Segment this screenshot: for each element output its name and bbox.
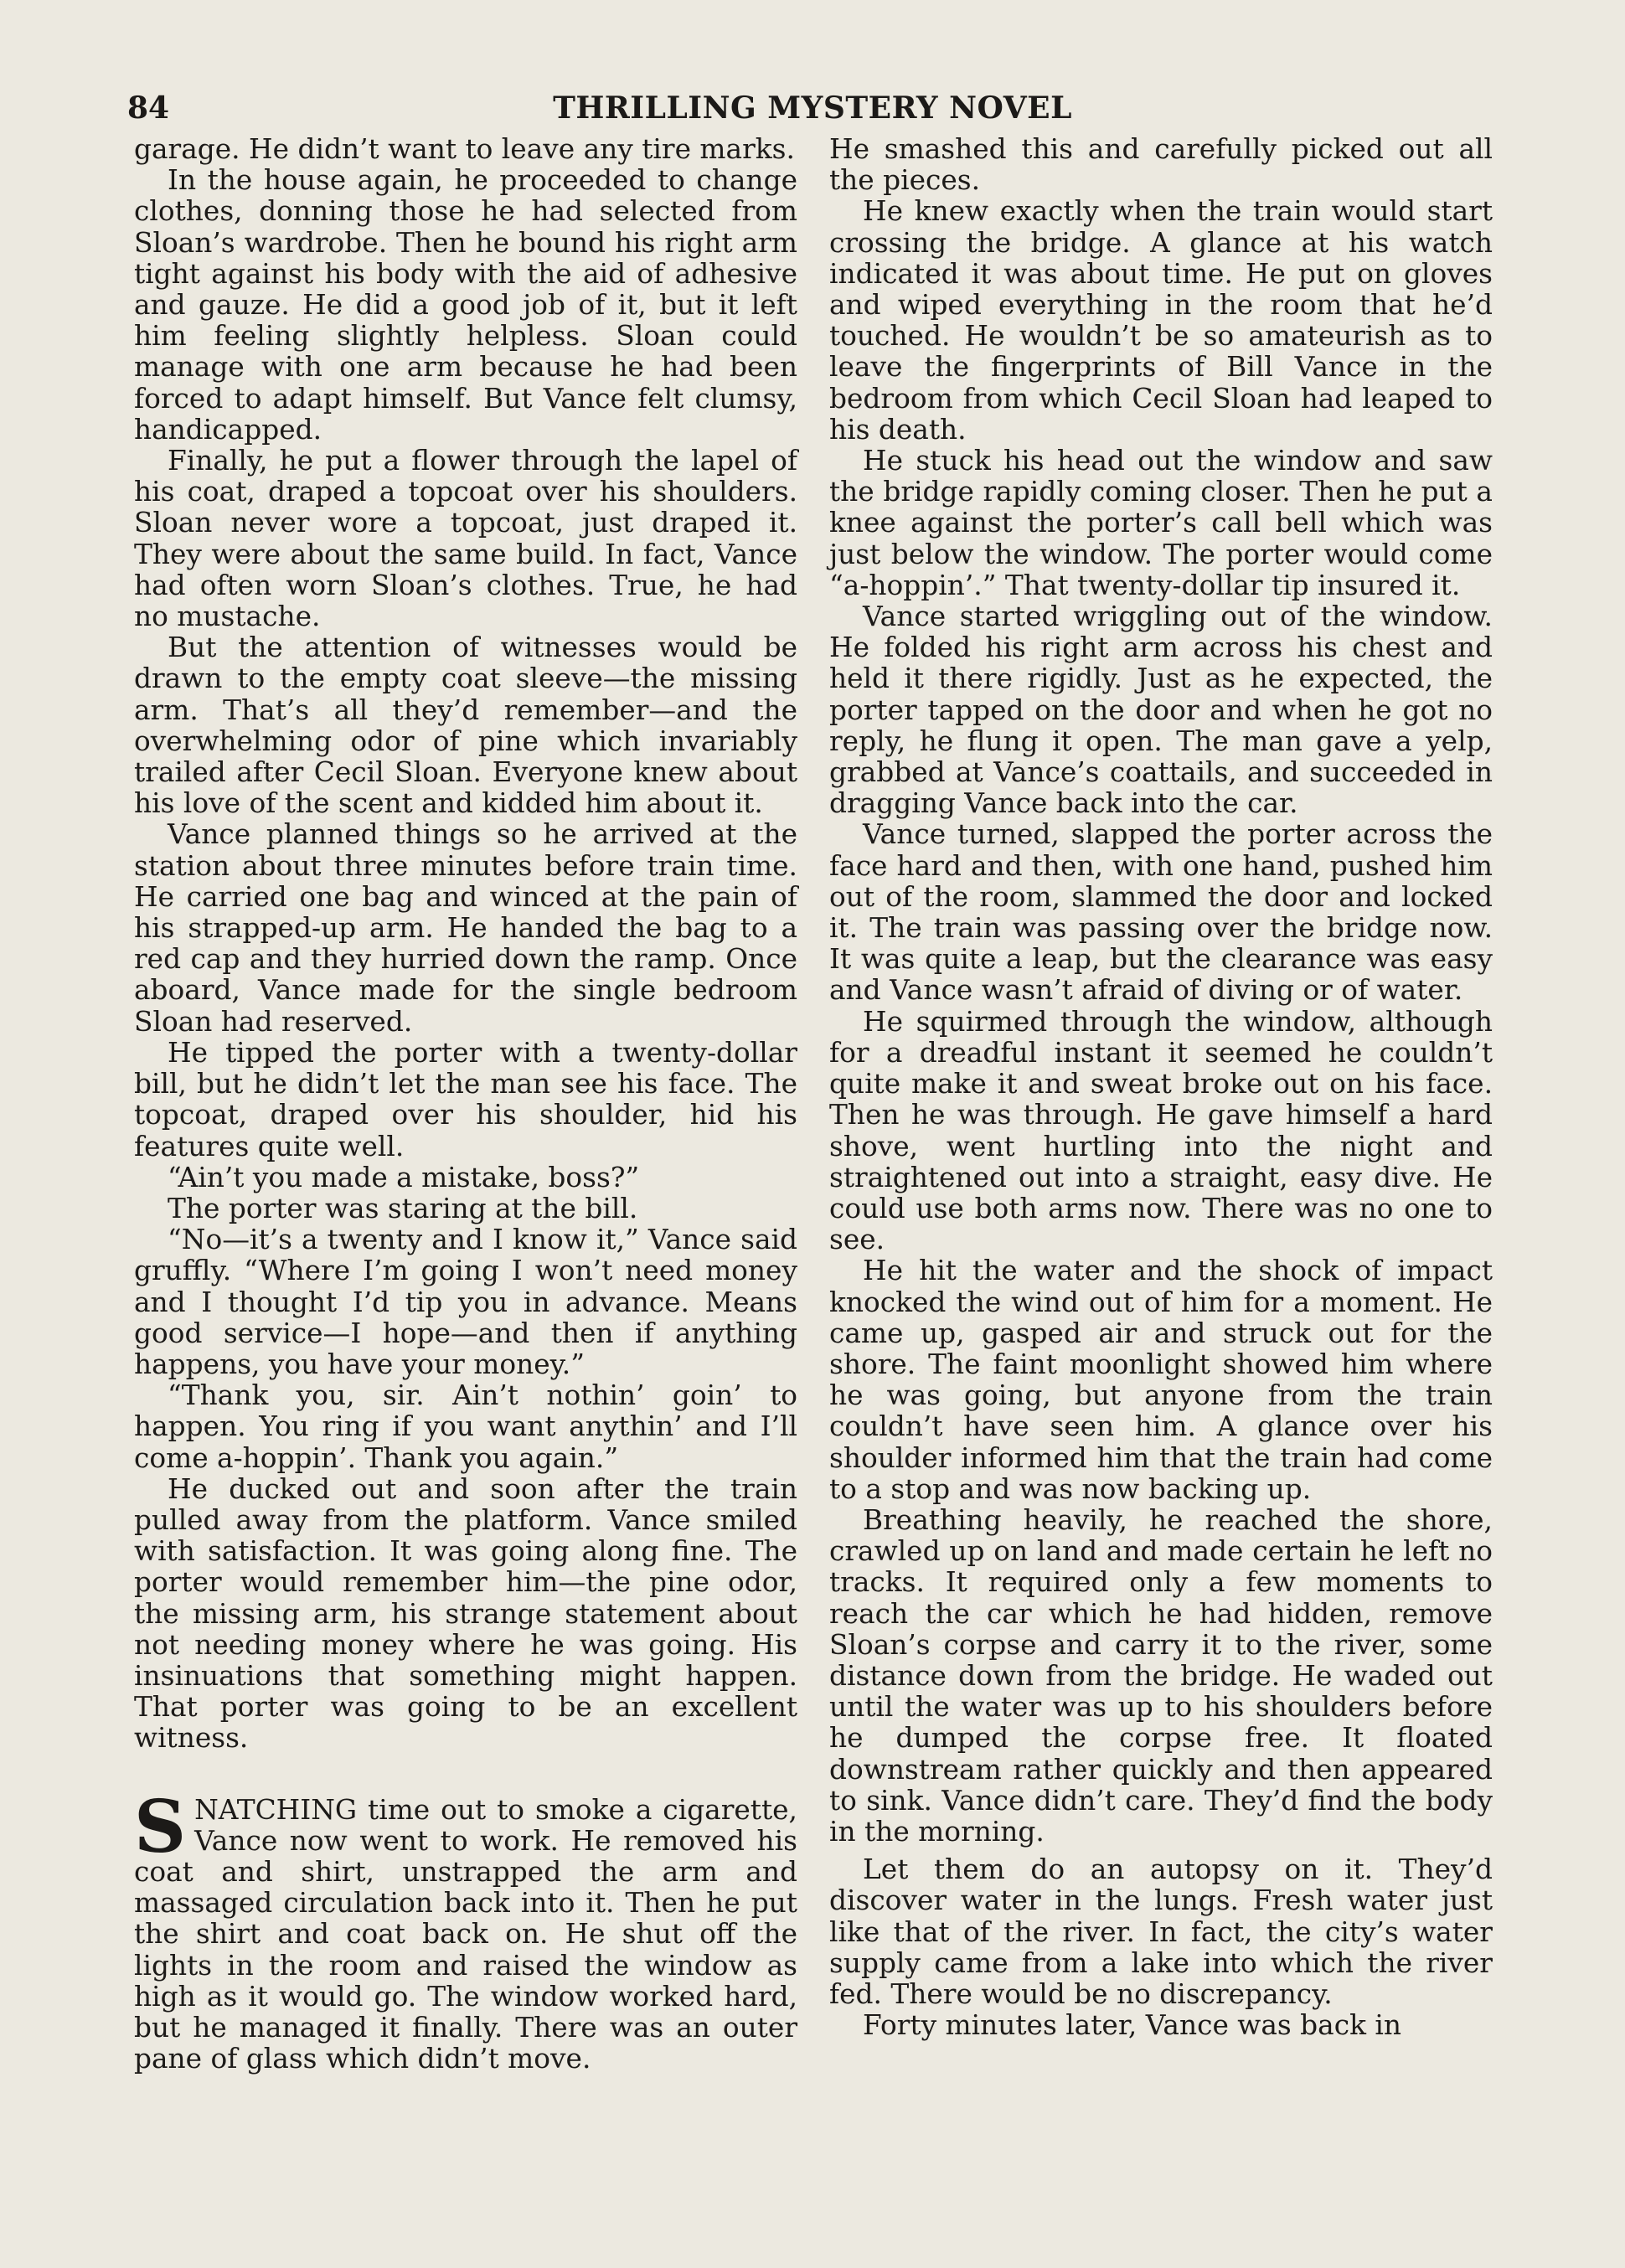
- paragraph: garage. He didn’t want to leave any tire marks.: [134, 133, 795, 165]
- section-text: NATCHING time out to smoke a cigarette, Vance now went to work. He removed his coat and shirt, unstrapped the arm and massaged circulation back into it. Then he put the shirt and coat back on. He shut off the lights in the room and raised the window as high as it would go. The window worked hard, but he managed it finally. There was an outer pane of glass which didn’t move.: [134, 1793, 797, 2075]
- paragraph: He stuck his head out the window and saw the bridge rapidly coming closer. Then he put a knee against the porter’s call bell which was just below the window. The porter would come “a-hoppin’.” That twenty-dollar tip insured it.: [829, 445, 1493, 601]
- paragraph: “Ain’t you made a mistake, boss?”: [168, 1161, 640, 1193]
- paragraph: The porter was staring at the bill.: [168, 1192, 638, 1224]
- paragraph: He tipped the porter with a twenty-dollar bill, but he didn’t let the man see his face. The topcoat, draped over his shoulder, hid his features quite well.: [134, 1036, 797, 1162]
- paragraph: Vance started wriggling out of the window. He folded his right arm across his chest and held it there rigidly. Just as he expected, the porter tapped on the door and when he got no reply, he flung it open. The man gave a yelp, grabbed at Vance’s coattails, and succeeded in dragging Vance back into the car.: [829, 601, 1493, 820]
- paragraph: He smashed this and carefully picked out all the pieces.: [829, 133, 1493, 197]
- right-column: [829, 134, 1493, 2041]
- page-number: 84: [127, 90, 170, 126]
- paragraph: Vance planned things so he arrived at the station about three minutes before train time. He carried one bag and winced at the pain of his strapped-up arm. He handed the bag to a red cap and they hurried down the ramp. Once aboard, Vance made for the single bedroom Sloan had reserved.: [134, 818, 797, 1038]
- running-head: THRILLING MYSTERY NOVEL: [553, 90, 1072, 126]
- paragraph: But the attention of witnesses would be drawn to the empty coat sleeve—the missing arm. That’s all they’d remember—and the overwhelming odor of pine which invariably trailed after Cecil Sloan. Everyone knew about his love of the scent and kidded him about it.: [134, 631, 797, 820]
- section-opening-paragraph: [134, 1784, 797, 2075]
- paragraph: Breathing heavily, he reached the shore, crawled up on land and made certain he left no tracks. It required only a few moments to reach the car which he had hidden, remove Sloan’s corpse and carry it to the river, some distance down from the bridge. He waded out until the water was up to his shoulders before he dumped the corpse free. It floated downstream rather quickly and then appeared to sink. Vance didn’t care. They’d find the body in the morning.: [829, 1503, 1493, 1848]
- paragraph: Let them do an autopsy on it. They’d discover water in the lungs. Fresh water just like that of the river. In fact, the city’s water supply came from a lake into which the river fed. There would be no discrepancy.: [829, 1853, 1493, 2010]
- paragraph: In the house again, he proceeded to change clothes, donning those he had selected from Sloan’s wardrobe. Then he bound his right arm tight against his body with the aid of adhesive and gauze. He did a good job of it, but it left him feeling slightly helpless. Sloan could manage with one arm because he had been forced to adapt himself. But Vance felt clumsy, handicapped.: [134, 164, 797, 446]
- drop-cap: S: [134, 1784, 187, 1869]
- paragraph: He ducked out and soon after the train pulled away from the platform. Vance smiled with satisfaction. It was going along fine. The porter would remember him—the pine odor, the missing arm, his strange statement about not needing money where he was going. His insinuations that something might happen. That porter was going to be an excellent witness.: [134, 1472, 797, 1755]
- paragraph: Finally, he put a flower through the lapel of his coat, draped a topcoat over his shoulders. Sloan never wore a topcoat, just draped it. They were about the same build. In fact, Vance had often worn Sloan’s clothes. True, he had no mustache.: [134, 445, 797, 633]
- paragraph: Vance turned, slapped the porter across the face hard and then, with one hand, pushed him out of the room, slammed the door and locked it. The train was passing over the bridge now. It was quite a leap, but the clearance was easy and Vance wasn’t afraid of diving or of water.: [829, 818, 1493, 1007]
- paragraph: “Thank you, sir. Ain’t nothin’ goin’ to happen. You ring if you want anythin’ and I’ll come a-hoppin’. Thank you again.”: [134, 1379, 797, 1474]
- paragraph: “No—it’s a twenty and I know it,” Vance said gruffly. “Where I’m going I won’t need money and I thought I’d tip you in advance. Means good service—I hope—and then if anything happens, you have your money.”: [134, 1224, 797, 1380]
- paragraph: He knew exactly when the train would start crossing the bridge. A glance at his watch indicated it was about time. He put on gloves and wiped everything in the room that he’d touched. He wouldn’t be so amateurish as to leave the fingerprints of Bill Vance in the bedroom from which Cecil Sloan had leaped to his death.: [829, 195, 1493, 446]
- paragraph: Forty minutes later, Vance was back in: [863, 2009, 1402, 2042]
- paragraph: He hit the water and the shock of impact knocked the wind out of him for a moment. He came up, gasped air and struck out for the shore. The faint moonlight showed him where he was going, but anyone from the train couldn’t have seen him. A glance over his shoulder informed him that the train had come to a stop and was now backing up.: [829, 1255, 1493, 1505]
- paragraph: He squirmed through the window, although for a dreadful instant it seemed he couldn’t quite make it and sweat broke out on his face. Then he was through. He gave himself a hard shove, went hurtling into the night and straightened out into a straight, easy dive. He could use both arms now. There was no one to see.: [829, 1005, 1493, 1256]
- left-column: [134, 134, 797, 2075]
